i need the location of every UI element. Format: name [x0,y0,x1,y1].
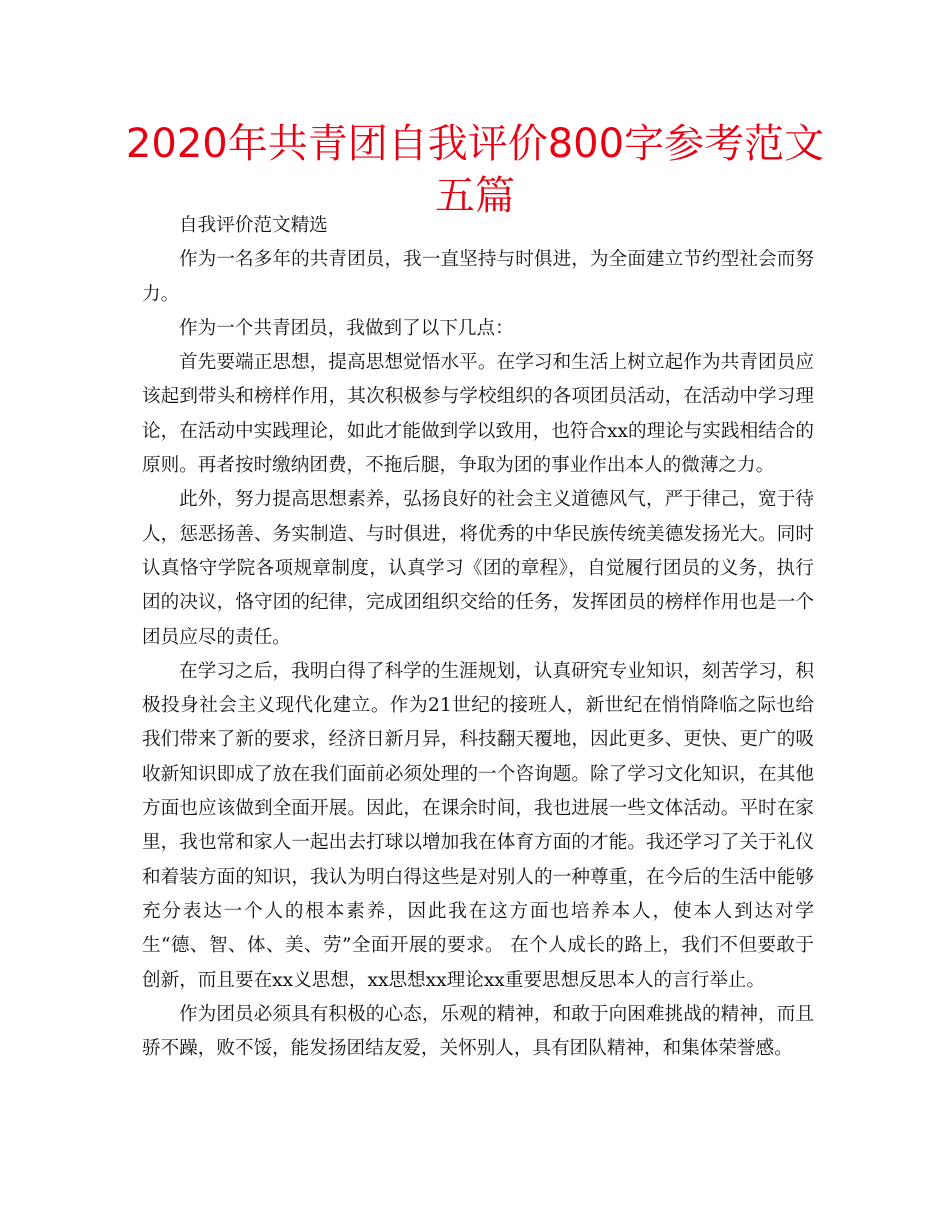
paragraph-1: 作为一名多年的共青团员，我一直坚持与时俱进，为全面建立节约型社会而努力。 [142,249,814,305]
document-title: 2020年共青团自我评价800字参考范文五篇 [125,121,825,219]
paragraph-5: 在学习之后，我明白得了科学的生涯规划，认真研究专业知识，刻苦学习，积极投身社会主义现代化建立。作为21世纪的接班人，新世纪在悄悄降临之际也给我们带来了新的要求，经济日新月异，科技翻天覆地，因此更多、更快、更广的吸收新知识即成了放在我们面前必须处理的一个咨询题。除了学习文化知识，在其他方面也应该做到全面开展。因此，在课余时间，我也进展一些文体活动。平时在家里，我也常和家人一起出去打球以增加我在体育方面的才能。我还学习了关于礼仪和着装方面的知识，我认为明白得这些是对别人的一种尊重，在今后的生活中能够充分表达一个人的根本素养，因此我在这方面也培养本人，使本人到达对学生“德、智、体、美、劳”全面开展的要求。 在个人成长的路上，我们不但要敢于创新，而且要在xx义思想，xx思想xx理论xx重要思想反思本人的言行举止。 [142,660,814,991]
paragraph-3: 首先要端正思想，提高思想觉悟水平。在学习和生活上树立起作为共青团员应该起到带头和榜样作用，其次积极参与学校组织的各项团员活动，在活动中学习理论，在活动中实践理论，如此才能做到学以致用，也符合xx的理论与实践相结合的原则。再者按时缴纳团费，不拖后腿，争取为团的事业作出本人的微薄之力。 [142,352,814,477]
paragraph-intro: 自我评价范文精选 [179,215,328,236]
paragraph-2: 作为一个共青团员，我做到了以下几点： [179,317,514,339]
paragraph-4: 此外，努力提高思想素养，弘扬良好的社会主义道德风气，严于律己，宽于待人，惩恶扬善、务实制造、与时俱进，将优秀的中华民族传统美德发扬光大。同时认真恪守学院各项规章制度，认真学习《团的章程》，自觉履行团员的义务，执行团的决议，恪守团的纪律，完成团组织交给的任务，发挥团员的榜样作用也是一个团员应尽的责任。 [142,489,814,648]
document-body [142,209,814,1066]
paragraph-6: 作为团员必须具有积极的心态，乐观的精神，和敢于向困难挑战的精神，而且骄不躁，败不馁，能发扬团结友爱，关怀别人，具有团队精神，和集体荣誉感。 [142,1003,814,1060]
